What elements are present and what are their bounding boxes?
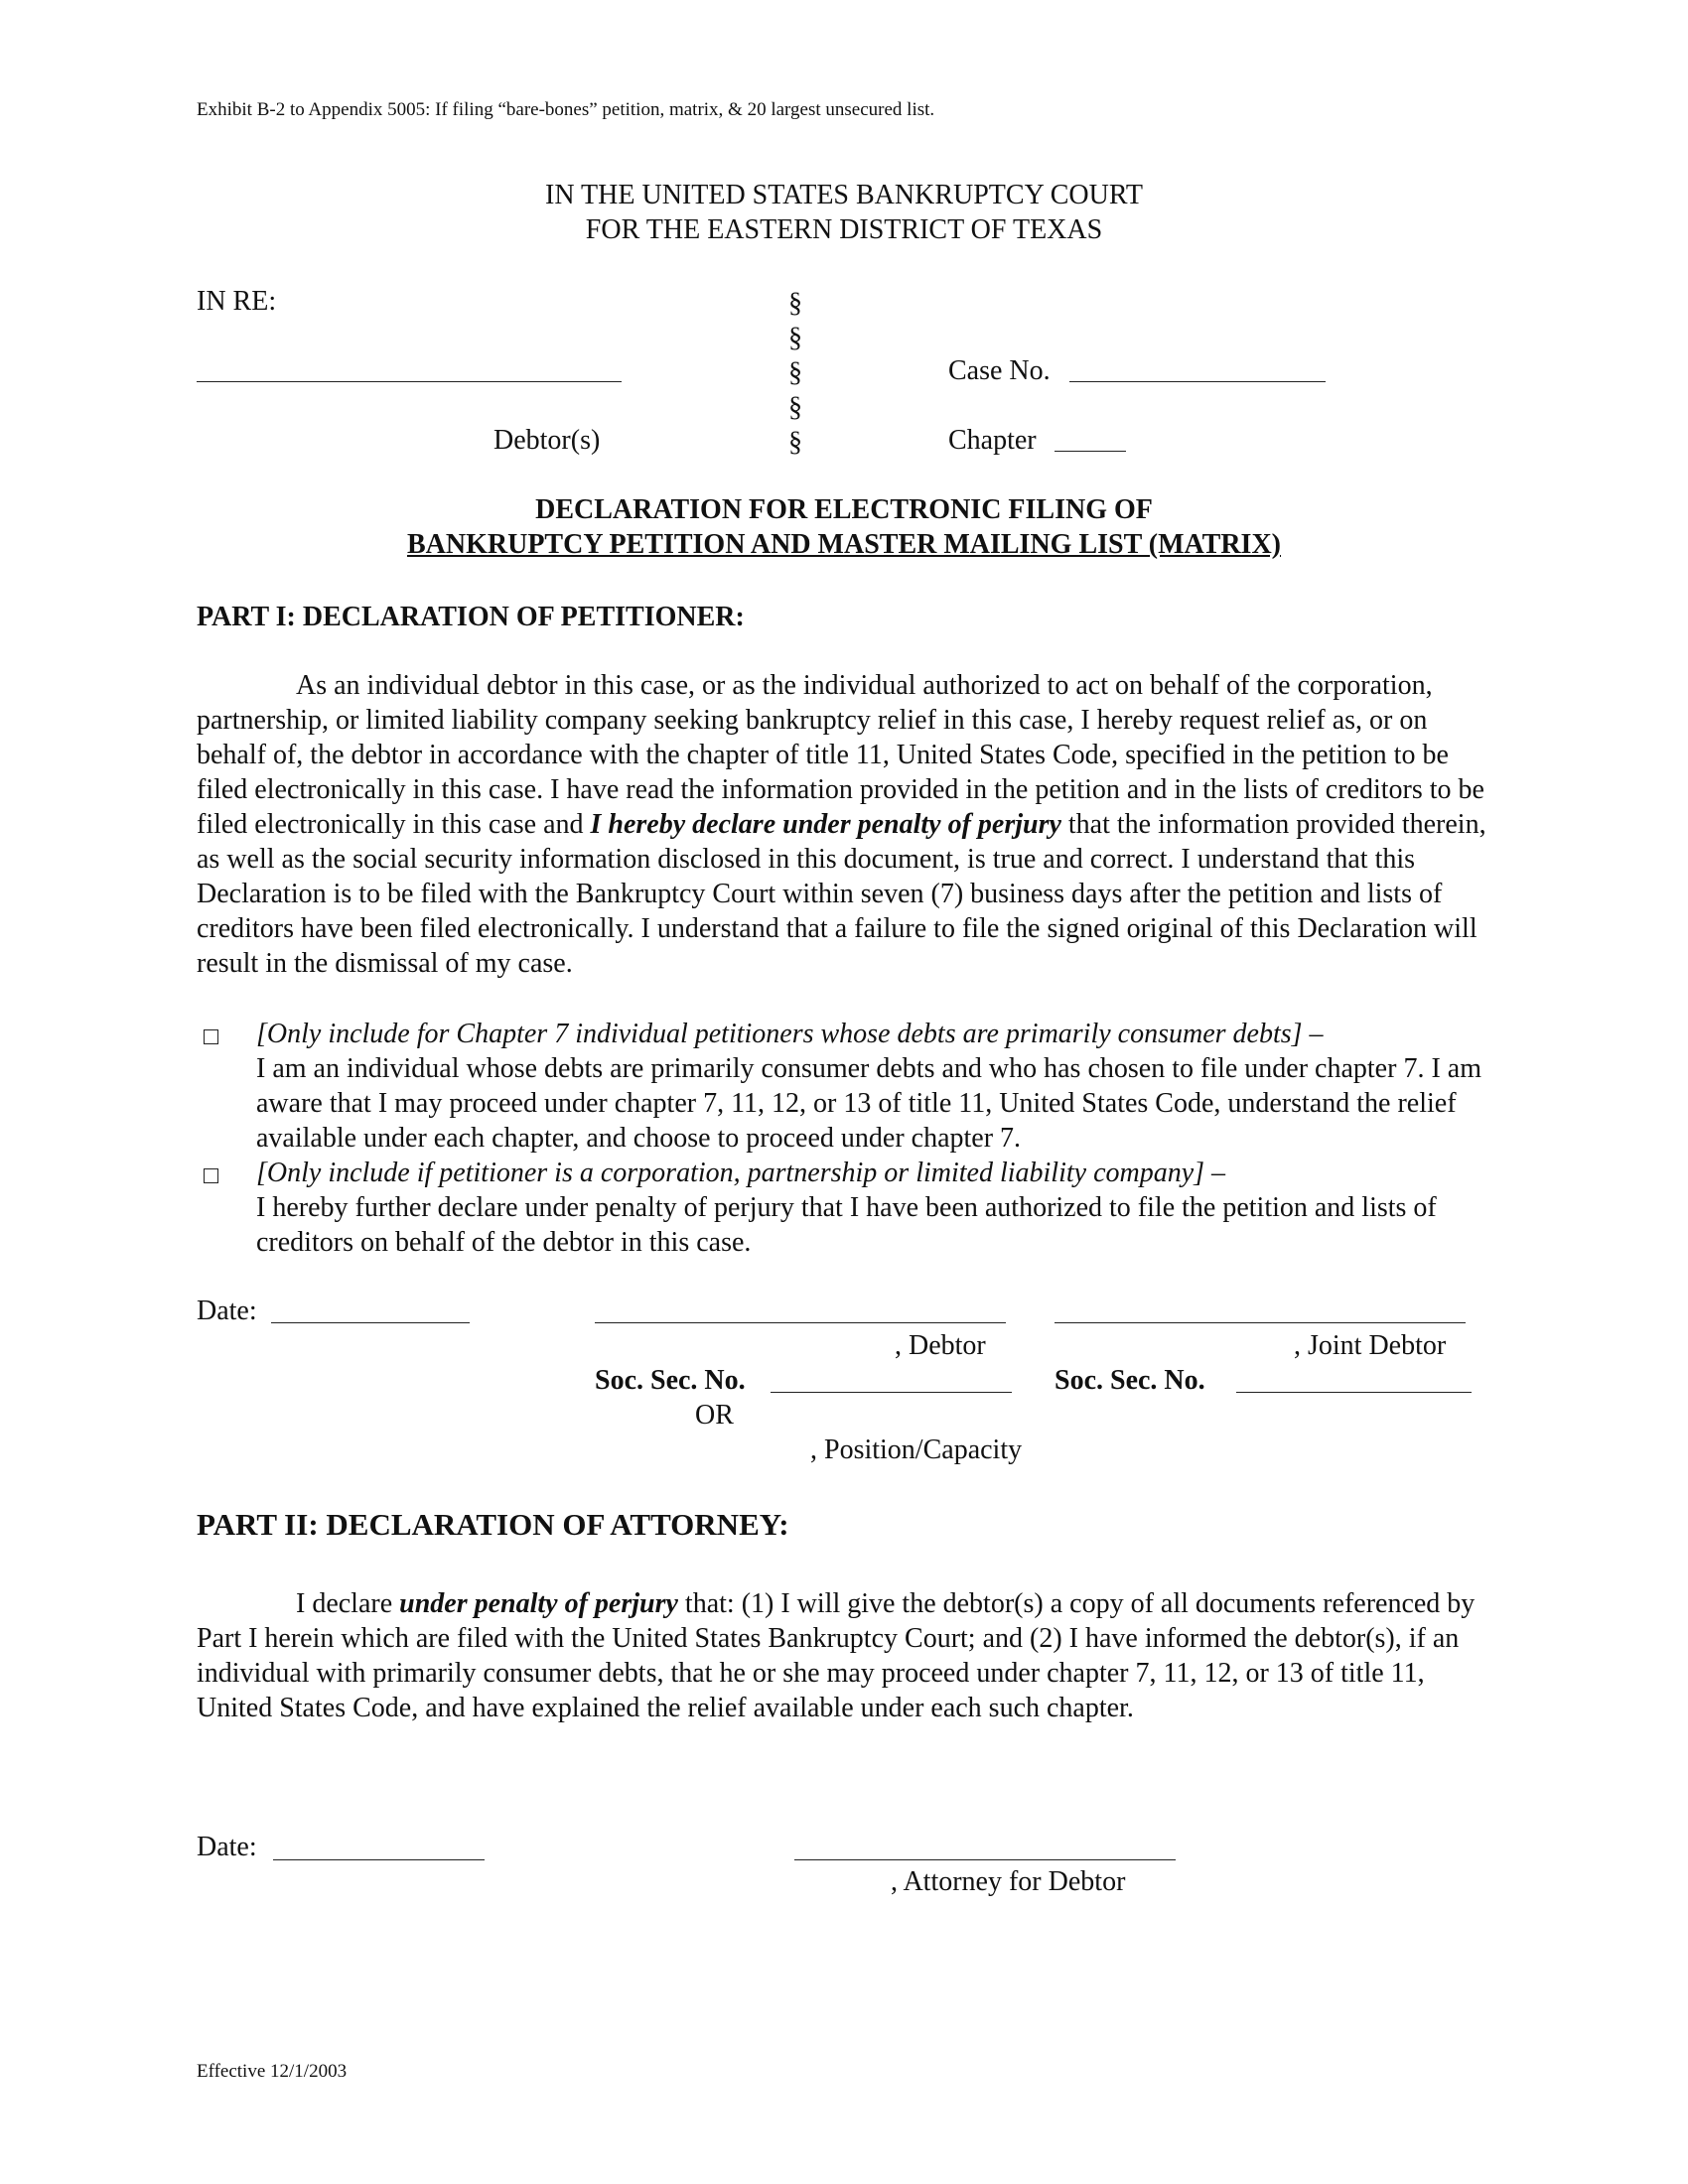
court-name-line2: FOR THE EASTERN DISTRICT OF TEXAS xyxy=(585,214,1103,245)
debtor-label: Debtor(s) xyxy=(493,425,601,456)
debtor-name-field[interactable] xyxy=(197,381,622,382)
part2-heading: PART II: DECLARATION OF ATTORNEY: xyxy=(197,1507,789,1542)
debtor-signature-label: , Debtor xyxy=(895,1330,986,1361)
exhibit-header-note: Exhibit B-2 to Appendix 5005: If filing “bare-bones” petition, matrix, & 20 largest unsecured list. xyxy=(197,99,935,120)
part2-date-label: Date: xyxy=(197,1832,257,1862)
section-mark: § xyxy=(788,323,802,353)
part1-heading: PART I: DECLARATION OF PETITIONER: xyxy=(197,602,745,632)
part1-body-post: that the information provided therein, as well as the social security information disclosed in this document, is true and correct. I understand that this Declaration is to be filed with the Bankruptcy Court within seven (7) business days after the petition and lists of creditors have been filed electronically. I understand that a failure to file the signed original of this Declaration will result in the dismissal of my case. xyxy=(197,809,1486,979)
joint-debtor-signature-label: , Joint Debtor xyxy=(1294,1330,1447,1361)
part2-body-pre: I declare xyxy=(296,1588,400,1619)
position-capacity-label: , Position/Capacity xyxy=(810,1434,1023,1465)
option2-note: [Only include if petitioner is a corporation, partnership or limited liability company] – xyxy=(256,1158,1226,1188)
effective-date-footer: Effective 12/1/2003 xyxy=(197,2061,348,2082)
part1-date-field[interactable] xyxy=(271,1322,470,1323)
declaration-title-line1: DECLARATION FOR ELECTRONIC FILING OF xyxy=(535,494,1153,525)
part2-body-post: that: (1) I will give the debtor(s) a copy of all documents referenced by Part I herein which are filed with the United States Bankruptcy Court; and (2) I have informed the debtor(s), if an individual with primarily consumer debts, that he or she may proceed under chapter 7, 11, 12, or 13 of title 11, United States Code, and have explained the relief available under each such chapter. xyxy=(197,1588,1476,1723)
option1-note: [Only include for Chapter 7 individual petitioners whose debts are primarily consumer debts] – xyxy=(256,1019,1324,1049)
debtor-ssn-label: Soc. Sec. No. xyxy=(595,1365,746,1396)
case-no-field[interactable] xyxy=(1069,381,1326,382)
option2-checkbox[interactable] xyxy=(204,1168,218,1183)
section-mark: § xyxy=(788,392,802,423)
joint-debtor-ssn-field[interactable] xyxy=(1236,1392,1472,1393)
option1-checkbox[interactable] xyxy=(204,1029,218,1044)
option2-text: I hereby further declare under penalty of perjury that I have been authorized to file the petition and lists of creditors on behalf of the debtor in this case. xyxy=(256,1192,1437,1258)
chapter-label: Chapter xyxy=(948,425,1037,456)
joint-debtor-signature-line[interactable] xyxy=(1055,1322,1466,1323)
debtor-ssn-field[interactable] xyxy=(771,1392,1012,1393)
attorney-signature-line[interactable] xyxy=(794,1859,1176,1860)
attorney-signature-label: , Attorney for Debtor xyxy=(891,1866,1126,1897)
joint-debtor-ssn-label: Soc. Sec. No. xyxy=(1055,1365,1205,1396)
or-label: OR xyxy=(695,1400,734,1431)
part1-body-emphasis: I hereby declare under penalty of perjury xyxy=(590,809,1061,840)
option1-text: I am an individual whose debts are primarily consumer debts and who has chosen to file under chapter 7. I am aware that I may proceed under chapter 7, 11, 12, or 13 of title 11, United States Code, understand the relief available under each chapter, and choose to proceed under chapter 7. xyxy=(256,1053,1481,1154)
part2-body-emphasis: under penalty of perjury xyxy=(399,1588,678,1619)
section-mark: § xyxy=(788,357,802,388)
part1-date-label: Date: xyxy=(197,1296,257,1326)
part2-body xyxy=(197,1586,1487,1725)
part1-body-pre: As an individual debtor in this case, or as the individual authorized to act on behalf of the corporation, partnership, or limited liability company seeking bankruptcy relief in this case, I hereby request relief as, or on behalf of, the debtor in accordance with the chapter of title 11, United States Code, specified in the petition to be filed electronically in this case. I have read the information provided in the petition and in the lists of creditors to be filed electronically in this case and xyxy=(197,670,1484,840)
chapter-field[interactable] xyxy=(1055,451,1126,452)
case-no-label: Case No. xyxy=(948,355,1051,386)
court-name-line1: IN THE UNITED STATES BANKRUPTCY COURT xyxy=(545,180,1143,210)
debtor-signature-line[interactable] xyxy=(595,1322,1006,1323)
section-mark: § xyxy=(788,427,802,458)
in-re-label: IN RE: xyxy=(197,286,277,317)
declaration-title-line2: BANKRUPTCY PETITION AND MASTER MAILING LIST (MATRIX) xyxy=(406,529,1282,560)
part1-body xyxy=(197,668,1487,981)
option2-block xyxy=(256,1156,1487,1260)
section-mark: § xyxy=(788,288,802,319)
option1-block xyxy=(256,1017,1487,1156)
part2-date-field[interactable] xyxy=(273,1859,485,1860)
